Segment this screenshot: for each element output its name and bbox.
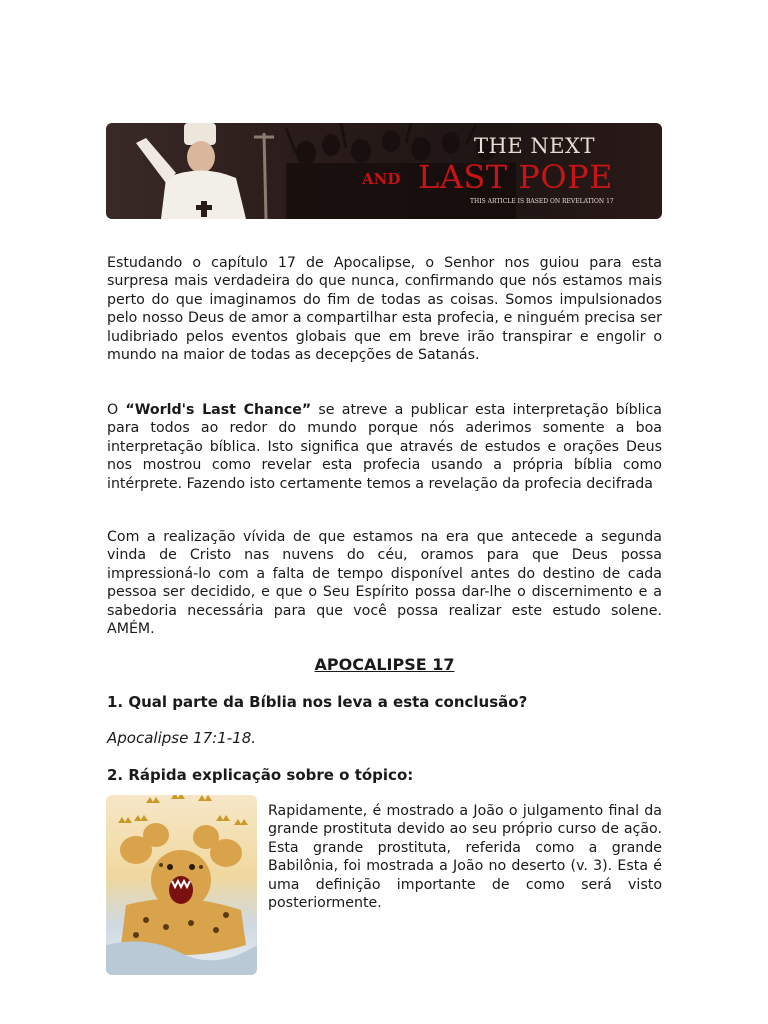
pope-figure-icon bbox=[136, 123, 246, 219]
banner-subtitle: THIS ARTICLE IS BASED ON REVELATION 17 bbox=[470, 198, 614, 205]
banner-title-and: AND bbox=[362, 170, 401, 188]
question-2-answer: Rapidamente, é mostrado a João o julgamento final da grande prostituta devido ao seu próprio curso de ação. Esta grande prostituta, referida como a grande Babilônia, foi mostrada a João no deserto (v. 3). Esta é uma definição importante de como será visto posteriormente. bbox=[268, 803, 662, 912]
banner-title-line2: LAST POPE bbox=[418, 158, 613, 196]
banner-title-line1: THE NEXT bbox=[474, 134, 595, 158]
question-2-heading: 2. Rápida explicação sobre o tópico: bbox=[107, 766, 414, 784]
worlds-last-chance-name: “World's Last Chance” bbox=[125, 402, 312, 418]
beast-illustration bbox=[106, 795, 257, 975]
question-1-heading: 1. Qual parte da Bíblia nos leva a esta conclusão? bbox=[107, 693, 528, 711]
p2-lead: O bbox=[107, 402, 126, 418]
intro-paragraph-1: Estudando o capítulo 17 de Apocalipse, o Senhor nos guiou para esta surpresa mais verdadeira do que nunca, confirmando que nós estamos mais perto do que imaginamos do fim de todas as coisas. Somos impulsionados pelo nosso Deus de amor a compartilhar esta profecia, e ninguém precisa ser ludibriado pelos eventos globais que em breve irão transpirar e engolir o mundo na maior de todas as decepções de Satanás. bbox=[107, 255, 662, 364]
intro-paragraph-3: Com a realização vívida de que estamos na era que antecede a segunda vinda de Cristo nas nuvens do céu, oramos para que Deus possa impressioná-lo com a falta de tempo disponível antes do destino de cada pessoa ser decidido, e que o Seu Espírito possa dar-lhe o discernimento e a sabedoria necessária para que você possa realizar este estudo solene. AMÉM. bbox=[107, 529, 662, 638]
p2-rest: se atreve a publicar esta interpretação bíblica para todos ao redor do mundo porque nós aderimos somente a boa interpretação bíblica. Isto significa que através de estudos e orações Deus nos mostrou como revelar esta profecia usando a própria bíblia como intérprete. Fazendo isto certamente temos a revelação da profecia decifrada bbox=[107, 402, 662, 492]
leopard-beast-icon bbox=[106, 795, 257, 975]
question-1-answer: Apocalipse 17:1-18. bbox=[107, 729, 257, 747]
intro-paragraph-2 bbox=[107, 401, 662, 493]
section-title: APOCALIPSE 17 bbox=[314, 655, 455, 674]
